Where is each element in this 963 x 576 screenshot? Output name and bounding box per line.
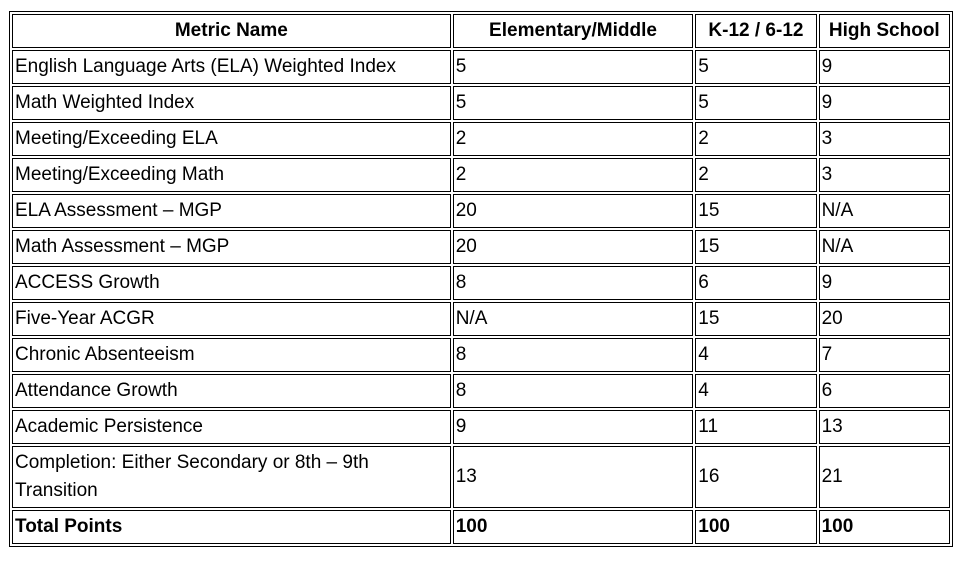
table-row — [12, 50, 950, 84]
high-school-cell: 3 — [819, 158, 950, 192]
table-row — [12, 230, 950, 264]
table-row — [12, 302, 950, 336]
elementary-middle-cell: 9 — [453, 410, 694, 444]
header-high-school: High School — [819, 14, 950, 48]
k12-cell: 15 — [695, 230, 816, 264]
k12-cell: 5 — [695, 50, 816, 84]
metric-name-cell: Academic Persistence — [12, 410, 451, 444]
elementary-middle-cell: 2 — [453, 158, 694, 192]
elementary-middle-cell: 8 — [453, 374, 694, 408]
total-high-school-cell: 100 — [819, 510, 950, 544]
table-row — [12, 122, 950, 156]
metric-name-cell: Meeting/Exceeding ELA — [12, 122, 451, 156]
k12-cell: 16 — [695, 446, 816, 508]
high-school-cell: 9 — [819, 266, 950, 300]
metric-name-cell: Meeting/Exceeding Math — [12, 158, 451, 192]
k12-cell: 15 — [695, 194, 816, 228]
header-metric-name: Metric Name — [12, 14, 451, 48]
table-row — [12, 338, 950, 372]
elementary-middle-cell: 13 — [453, 446, 694, 508]
k12-cell: 6 — [695, 266, 816, 300]
k12-cell: 4 — [695, 374, 816, 408]
metric-name-cell: Attendance Growth — [12, 374, 451, 408]
elementary-middle-cell: 20 — [453, 230, 694, 264]
total-row — [12, 510, 950, 544]
metric-name-cell: ELA Assessment – MGP — [12, 194, 451, 228]
k12-cell: 11 — [695, 410, 816, 444]
header-row — [12, 14, 950, 48]
elementary-middle-cell: N/A — [453, 302, 694, 336]
high-school-cell: 7 — [819, 338, 950, 372]
high-school-cell: 21 — [819, 446, 950, 508]
k12-cell: 4 — [695, 338, 816, 372]
metric-name-cell: Completion: Either Secondary or 8th – 9th Transition — [12, 446, 451, 508]
metrics-table — [9, 11, 953, 547]
table-row — [12, 410, 950, 444]
elementary-middle-cell: 8 — [453, 266, 694, 300]
table-row — [12, 446, 950, 508]
elementary-middle-cell: 5 — [453, 50, 694, 84]
table-row — [12, 86, 950, 120]
high-school-cell: 3 — [819, 122, 950, 156]
total-elementary-middle-cell: 100 — [453, 510, 694, 544]
header-k12-612: K-12 / 6-12 — [695, 14, 816, 48]
table-row — [12, 158, 950, 192]
high-school-cell: 9 — [819, 86, 950, 120]
high-school-cell: 6 — [819, 374, 950, 408]
elementary-middle-cell: 8 — [453, 338, 694, 372]
high-school-cell: N/A — [819, 194, 950, 228]
header-elementary-middle: Elementary/Middle — [453, 14, 694, 48]
elementary-middle-cell: 2 — [453, 122, 694, 156]
metric-name-cell: Math Assessment – MGP — [12, 230, 451, 264]
k12-cell: 2 — [695, 158, 816, 192]
high-school-cell: 9 — [819, 50, 950, 84]
elementary-middle-cell: 5 — [453, 86, 694, 120]
k12-cell: 5 — [695, 86, 816, 120]
k12-cell: 15 — [695, 302, 816, 336]
table-row — [12, 194, 950, 228]
table-row — [12, 374, 950, 408]
total-k12-cell: 100 — [695, 510, 816, 544]
k12-cell: 2 — [695, 122, 816, 156]
high-school-cell: N/A — [819, 230, 950, 264]
metric-name-cell: Five-Year ACGR — [12, 302, 451, 336]
metric-name-cell: ACCESS Growth — [12, 266, 451, 300]
elementary-middle-cell: 20 — [453, 194, 694, 228]
table-row — [12, 266, 950, 300]
high-school-cell: 20 — [819, 302, 950, 336]
total-label-cell: Total Points — [12, 510, 451, 544]
metric-name-cell: English Language Arts (ELA) Weighted Index — [12, 50, 451, 84]
metric-name-cell: Math Weighted Index — [12, 86, 451, 120]
metric-name-cell: Chronic Absenteeism — [12, 338, 451, 372]
high-school-cell: 13 — [819, 410, 950, 444]
